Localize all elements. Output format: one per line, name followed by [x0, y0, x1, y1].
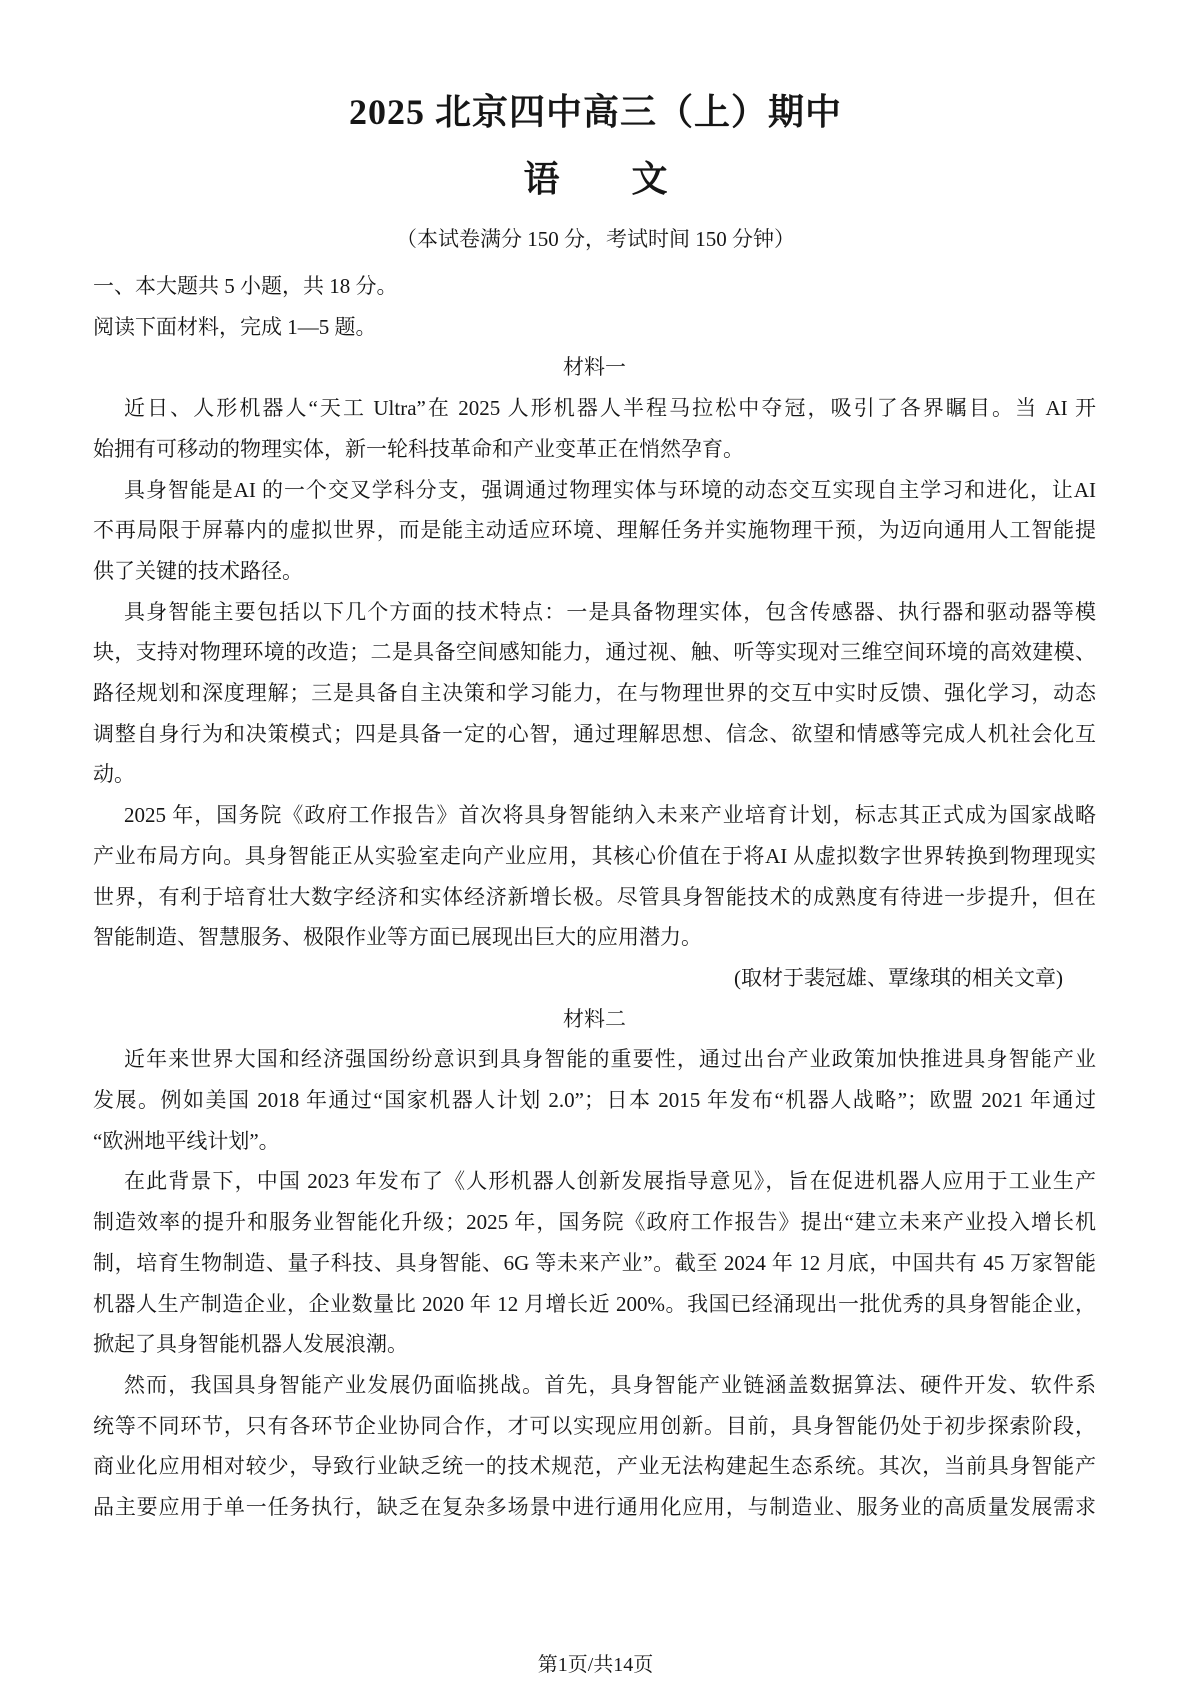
page-number: 第1页/共14页	[537, 1654, 654, 1676]
text-line: 具身智能是AI 的一个交叉学科分支，强调通过物理实体与环境的动态交互实现自主学习和进化，让AI	[124, 477, 1096, 502]
text-line: “欧洲地平线计划”。	[93, 1128, 280, 1153]
text-line: 品主要应用于单一任务执行，缺乏在复杂多场景中进行通用化应用，与制造业、服务业的高质量发展需求	[93, 1495, 1096, 1520]
text-line: 机器人生产制造企业，企业数量比 2020 年 12 月增长近 200%。我国已经涌现出一批优秀的具身智能企业，	[93, 1291, 1096, 1316]
text-line: 不再局限于屏幕内的虚拟世界，而是能主动适应环境、理解任务并实施物理干预，为迈向通用人工智能提	[93, 518, 1096, 543]
text-line: 商业化应用相对较少，导致行业缺乏统一的技术规范，产业无法构建起生态系统。其次，当前具身智能产	[93, 1454, 1096, 1479]
text-line: 世界，有利于培育壮大数字经济和实体经济新增长极。尽管具身智能技术的成熟度有待进一步提升，但在	[93, 884, 1096, 909]
instruction-line: 阅读下面材料，完成 1—5 题。	[93, 314, 377, 339]
text-line: 近日、人形机器人“天工 Ultra”在 2025 人形机器人半程马拉松中夺冠，吸引了各界瞩目。当 AI 开	[124, 396, 1096, 421]
source-attribution: (取材于裴冠雄、覃缘琪的相关文章)	[734, 965, 1063, 990]
text-line: 2025 年，国务院《政府工作报告》首次将具身智能纳入未来产业培育计划，标志其正式成为国家战略	[124, 803, 1096, 828]
text-line: 近年来世界大国和经济强国纷纷意识到具身智能的重要性，通过出台产业政策加快推进具身智能产业	[124, 1047, 1096, 1072]
text-line: 供了关键的技术路径。	[93, 558, 303, 583]
text-line: 动。	[93, 762, 135, 787]
exam-subject: 语 文	[523, 159, 668, 199]
text-line: 统等不同环节，只有各环节企业协同合作，才可以实现应用创新。目前，具身智能仍处于初步探索阶段，	[93, 1413, 1096, 1438]
text-line: 掀起了具身智能机器人发展浪潮。	[93, 1332, 408, 1357]
text-line: 块，支持对物理环境的改造；二是具备空间感知能力，通过视、触、听等实现对三维空间环境的高效建模、	[93, 640, 1096, 665]
document-body	[93, 266, 1096, 1528]
exam-info-line: （本试卷满分 150 分，考试时间 150 分钟）	[396, 227, 795, 251]
material-2-heading: 材料二	[563, 1006, 626, 1031]
material-1-heading: 材料一	[563, 355, 626, 380]
text-line: 在此背景下，中国 2023 年发布了《人形机器人创新发展指导意见》，旨在促进机器人应用于工业生产	[124, 1169, 1096, 1194]
text-line: 制，培育生物制造、量子科技、具身智能、6G 等未来产业”。截至 2024 年 12 月底，中国共有 45 万家智能	[93, 1250, 1096, 1275]
text-line: 产业布局方向。具身智能正从实验室走向产业应用，其核心价值在于将AI 从虚拟数字世界转换到物理现实	[93, 843, 1096, 868]
text-line: 制造效率的提升和服务业智能化升级；2025 年，国务院《政府工作报告》提出“建立未来产业投入增长机	[93, 1210, 1096, 1235]
text-line: 调整自身行为和决策模式；四是具备一定的心智，通过理解思想、信念、欲望和情感等完成人机社会化互	[93, 721, 1096, 746]
exam-title: 2025 北京四中高三（上）期中	[348, 92, 842, 132]
text-line: 始拥有可移动的物理实体，新一轮科技革命和产业变革正在悄然孕育。	[93, 436, 744, 461]
text-line: 发展。例如美国 2018 年通过“国家机器人计划 2.0”；日本 2015 年发布“机器人战略”；欧盟 2021 年通过	[93, 1088, 1096, 1113]
text-line: 然而，我国具身智能产业发展仍面临挑战。首先，具身智能产业链涵盖数据算法、硬件开发、软件系	[124, 1372, 1096, 1397]
text-line: 智能制造、智慧服务、极限作业等方面已展现出巨大的应用潜力。	[93, 925, 702, 950]
section-heading: 一、本大题共 5 小题，共 18 分。	[93, 274, 398, 298]
text-line: 路径规划和深度理解；三是具备自主决策和学习能力，在与物理世界的交互中实时反馈、强化学习，动态	[93, 681, 1096, 706]
text-line: 具身智能主要包括以下几个方面的技术特点：一是具备物理实体，包含传感器、执行器和驱动器等模	[124, 599, 1096, 624]
